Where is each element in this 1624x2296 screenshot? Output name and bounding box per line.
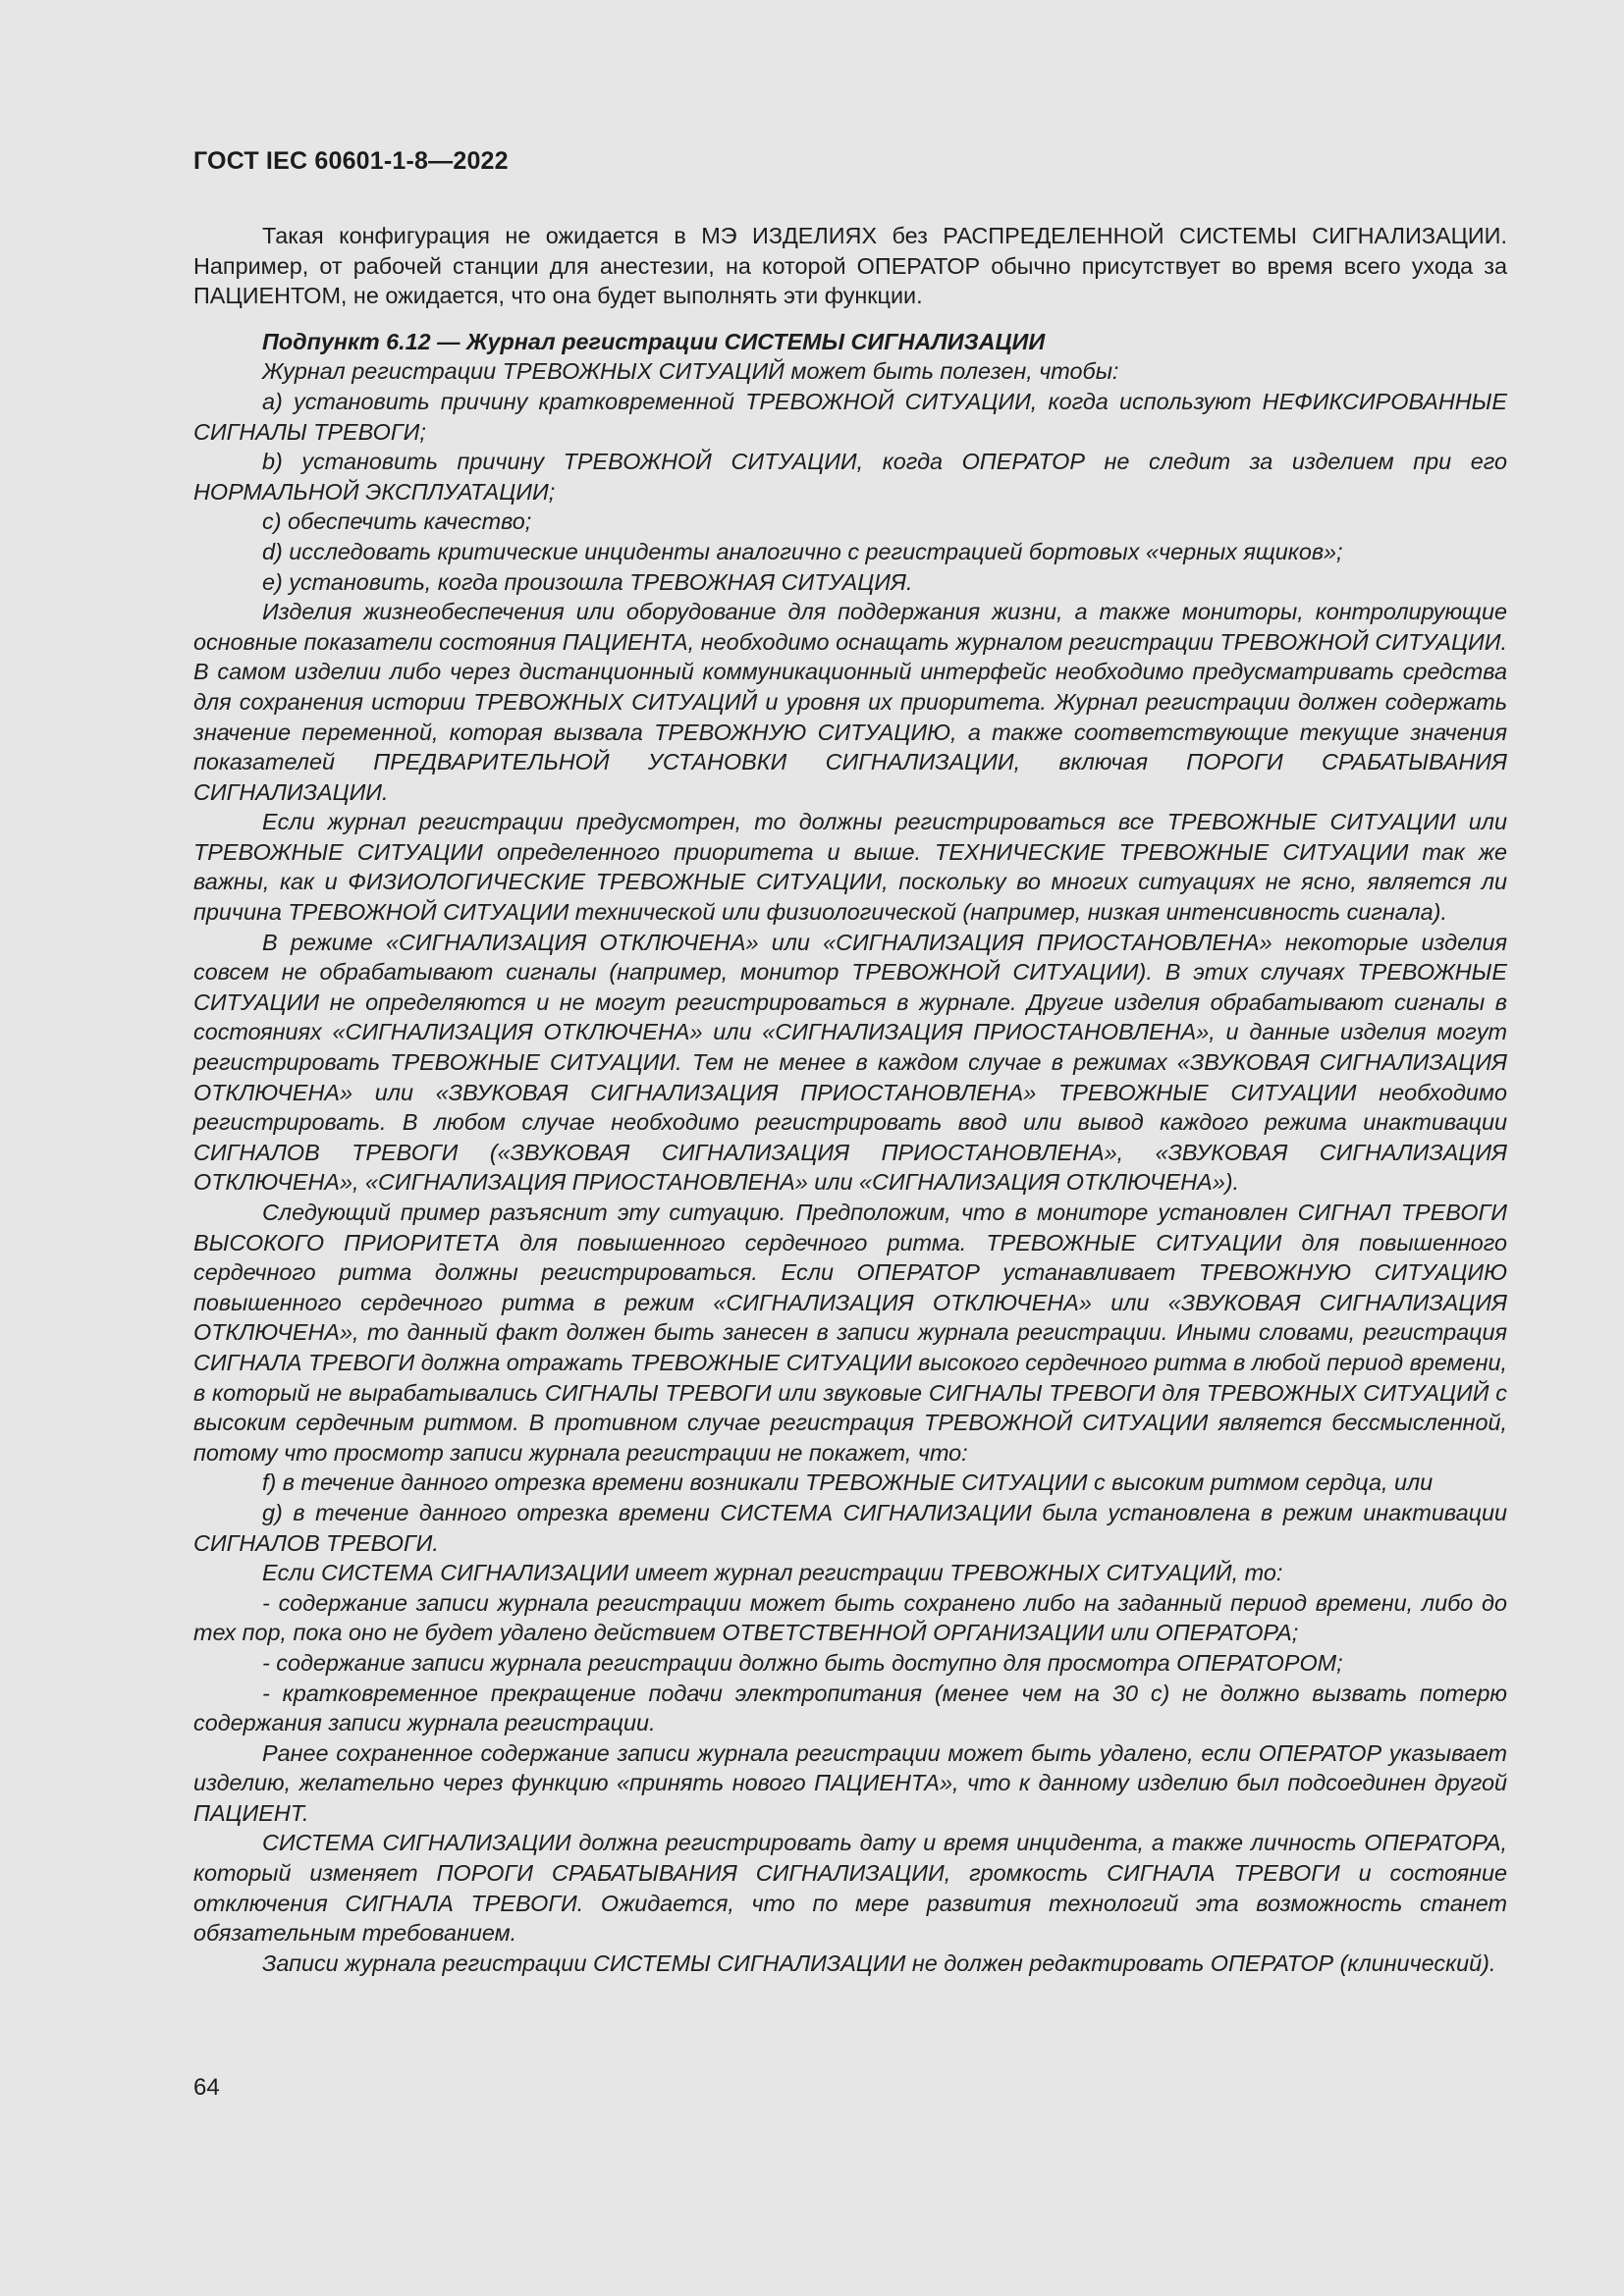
document-code: ГОСТ IEC 60601-1-8—2022 xyxy=(193,147,509,175)
paragraph: Ранее сохраненное содержание записи журнала регистрации может быть удалено, если ОПЕРАТОР указывает изделию, желательно через функцию «принять нового ПАЦИЕНТА», что к данному изделию был подсоединен другой ПАЦИЕНТ. xyxy=(193,1739,1507,1826)
list-item-a: a) установить причину кратковременной ТРЕВОЖНОЙ СИТУАЦИИ, когда используют НЕФИКСИРОВАННЫЕ СИГНАЛЫ ТРЕВОГИ; xyxy=(193,388,1507,445)
list-item-d: d) исследовать критические инциденты аналогично с регистрацией бортовых «черных ящиков»; xyxy=(262,538,1343,564)
intro-block xyxy=(193,221,1507,311)
dash-item: - содержание записи журнала регистрации может быть сохранено либо на заданный период времени, либо до тех пор, пока оно не будет удалено действием ОТВЕТСТВЕННОЙ ОРГАНИЗАЦИИ или ОПЕРАТОРА; xyxy=(193,1589,1507,1646)
list-item-g: g) в течение данного отрезка времени СИСТЕМА СИГНАЛИЗАЦИИ была установлена в режим инактивации СИГНАЛОВ ТРЕВОГИ. xyxy=(193,1499,1507,1556)
page-number: 64 xyxy=(193,2074,220,2101)
intro-paragraph: Такая конфигурация не ожидается в МЭ ИЗДЕЛИЯХ без РАСПРЕДЕЛЕННОЙ СИСТЕМЫ СИГНАЛИЗАЦИИ. Например, от рабочей станции для анестезии, на которой ОПЕРАТОР обычно присутствует во время всего ухода за ПАЦИЕНТОМ, не ожидается, что она будет выполнять эти функции. xyxy=(193,223,1507,309)
paragraph: СИСТЕМА СИГНАЛИЗАЦИИ должна регистрировать дату и время инцидента, а также личность ОПЕРАТОРА, который изменяет ПОРОГИ СРАБАТЫВАНИЯ СИГНАЛИЗАЦИИ, громкость СИГНАЛА ТРЕВОГИ и состояние отключения СИГНАЛА ТРЕВОГИ. Ожидается, что по мере развития технологий эта возможность станет обязательным требованием. xyxy=(193,1830,1507,1947)
paragraph: Следующий пример разъяснит эту ситуацию. Предположим, что в мониторе установлен СИГНАЛ ТРЕВОГИ ВЫСОКОГО ПРИОРИТЕТА для повышенного сердечного ритма. ТРЕВОЖНЫЕ СИТУАЦИИ для повышенного сердечного ритма должны регистрироваться. Если ОПЕРАТОР устанавливает ТРЕВОЖНУЮ СИТУАЦИЮ повышенного сердечного ритма в режим «СИГНАЛИЗАЦИЯ ОТКЛЮЧЕНА» или «ЗВУКОВАЯ СИГНАЛИЗАЦИЯ ОТКЛЮЧЕНА», то данный факт должен быть занесен в записи журнала регистрации. Иными словами, регистрация СИГНАЛА ТРЕВОГИ должна отражать ТРЕВОЖНЫЕ СИТУАЦИИ высокого сердечного ритма в любой период времени, в который не вырабатывались СИГНАЛЫ ТРЕВОГИ или звуковые СИГНАЛЫ ТРЕВОГИ для ТРЕВОЖНЫХ СИТУАЦИЙ с высоким сердечным ритмом. В противном случае регистрация ТРЕВОЖНОЙ СИТУАЦИИ является бессмысленной, потому что просмотр записи журнала регистрации не покажет, что: xyxy=(193,1200,1507,1466)
paragraph: Записи журнала регистрации СИСТЕМЫ СИГНАЛИЗАЦИИ не должен редактировать ОПЕРАТОР (клинический). xyxy=(262,1949,1496,1976)
dash-item: - кратковременное прекращение подачи электропитания (менее чем на 30 с) не должно вызвать потерю содержания записи журнала регистрации. xyxy=(193,1680,1507,1736)
paragraph: Если журнал регистрации предусмотрен, то должны регистрироваться все ТРЕВОЖНЫЕ СИТУАЦИИ или ТРЕВОЖНЫЕ СИТУАЦИИ определенного приоритета и выше. ТЕХНИЧЕСКИЕ ТРЕВОЖНЫЕ СИТУАЦИИ так же важны, как и ФИЗИОЛОГИЧЕСКИЕ ТРЕВОЖНЫЕ СИТУАЦИИ, поскольку во многих ситуациях не ясно, является ли причина ТРЕВОЖНОЙ СИТУАЦИИ технической или физиологической (например, низкая интенсивность сигнала). xyxy=(193,809,1507,926)
section-6-12 xyxy=(193,327,1507,1979)
list-item-c: c) обеспечить качество; xyxy=(262,508,532,535)
paragraph: Если СИСТЕМА СИГНАЛИЗАЦИИ имеет журнал регистрации ТРЕВОЖНЫХ СИТУАЦИЙ, то: xyxy=(262,1560,1283,1586)
page-body xyxy=(193,221,1507,1978)
paragraph: Журнал регистрации ТРЕВОЖНЫХ СИТУАЦИЙ может быть полезен, чтобы: xyxy=(262,358,1119,385)
list-item-b: b) установить причину ТРЕВОЖНОЙ СИТУАЦИИ, когда ОПЕРАТОР не следит за изделием при его НОРМАЛЬНОЙ ЭКСПЛУАТАЦИИ; xyxy=(193,449,1507,505)
list-item-e: e) установить, когда произошла ТРЕВОЖНАЯ СИТУАЦИЯ. xyxy=(262,568,913,595)
list-item-f: f) в течение данного отрезка времени возникали ТРЕВОЖНЫЕ СИТУАЦИИ с высоким ритмом сердца, или xyxy=(262,1469,1434,1496)
section-title: Подпункт 6.12 — Журнал регистрации СИСТЕМЫ СИГНАЛИЗАЦИИ xyxy=(262,328,1046,354)
paragraph: Изделия жизнеобеспечения или оборудование для поддержания жизни, а также мониторы, контролирующие основные показатели состояния ПАЦИЕНТА, необходимо оснащать журналом регистрации ТРЕВОЖНОЙ СИТУАЦИИ. В самом изделии либо через дистанционный коммуникационный интерфейс необходимо предусматривать средства для сохранения истории ТРЕВОЖНЫХ СИТУАЦИЙ и уровня их приоритета. Журнал регистрации должен содержать значение переменной, которая вызвала ТРЕВОЖНУЮ СИТУАЦИЮ, а также соответствующие текущие значения показателей ПРЕДВАРИТЕЛЬНОЙ УСТАНОВКИ СИГНАЛИЗАЦИИ, включая ПОРОГИ СРАБАТЫВАНИЯ СИГНАЛИЗАЦИИ. xyxy=(193,599,1507,805)
paragraph: В режиме «СИГНАЛИЗАЦИЯ ОТКЛЮЧЕНА» или «СИГНАЛИЗАЦИЯ ПРИОСТАНОВЛЕНА» некоторые изделия совсем не обрабатывают сигналы (например, монитор ТРЕВОЖНОЙ СИТУАЦИИ). В этих случаях ТРЕВОЖНЫЕ СИТУАЦИИ не определяются и не могут регистрироваться в журнале. Другие изделия обрабатывают сигналы в состояниях «СИГНАЛИЗАЦИЯ ОТКЛЮЧЕНА» или «СИГНАЛИЗАЦИЯ ПРИОСТАНОВЛЕНА», и данные изделия могут регистрировать ТРЕВОЖНЫЕ СИТУАЦИИ. Тем не менее в каждом случае в режимах «ЗВУКОВАЯ СИГНАЛИЗАЦИЯ ОТКЛЮЧЕНА» или «ЗВУКОВАЯ СИГНАЛИЗАЦИЯ ПРИОСТАНОВЛЕНА» ТРЕВОЖНЫЕ СИТУАЦИИ необходимо регистрировать. В любом случае необходимо регистрировать ввод или вывод каждого режима инактивации СИГНАЛОВ ТРЕВОГИ («ЗВУКОВАЯ СИГНАЛИЗАЦИЯ ПРИОСТАНОВЛЕНА», «ЗВУКОВАЯ СИГНАЛИЗАЦИЯ ОТКЛЮЧЕНА», «СИГНАЛИЗАЦИЯ ПРИОСТАНОВЛЕНА» или «СИГНАЛИЗАЦИЯ ОТКЛЮЧЕНА»). xyxy=(193,929,1507,1196)
dash-item: - содержание записи журнала регистрации должно быть доступно для просмотра ОПЕРАТОРОМ; xyxy=(262,1649,1343,1676)
